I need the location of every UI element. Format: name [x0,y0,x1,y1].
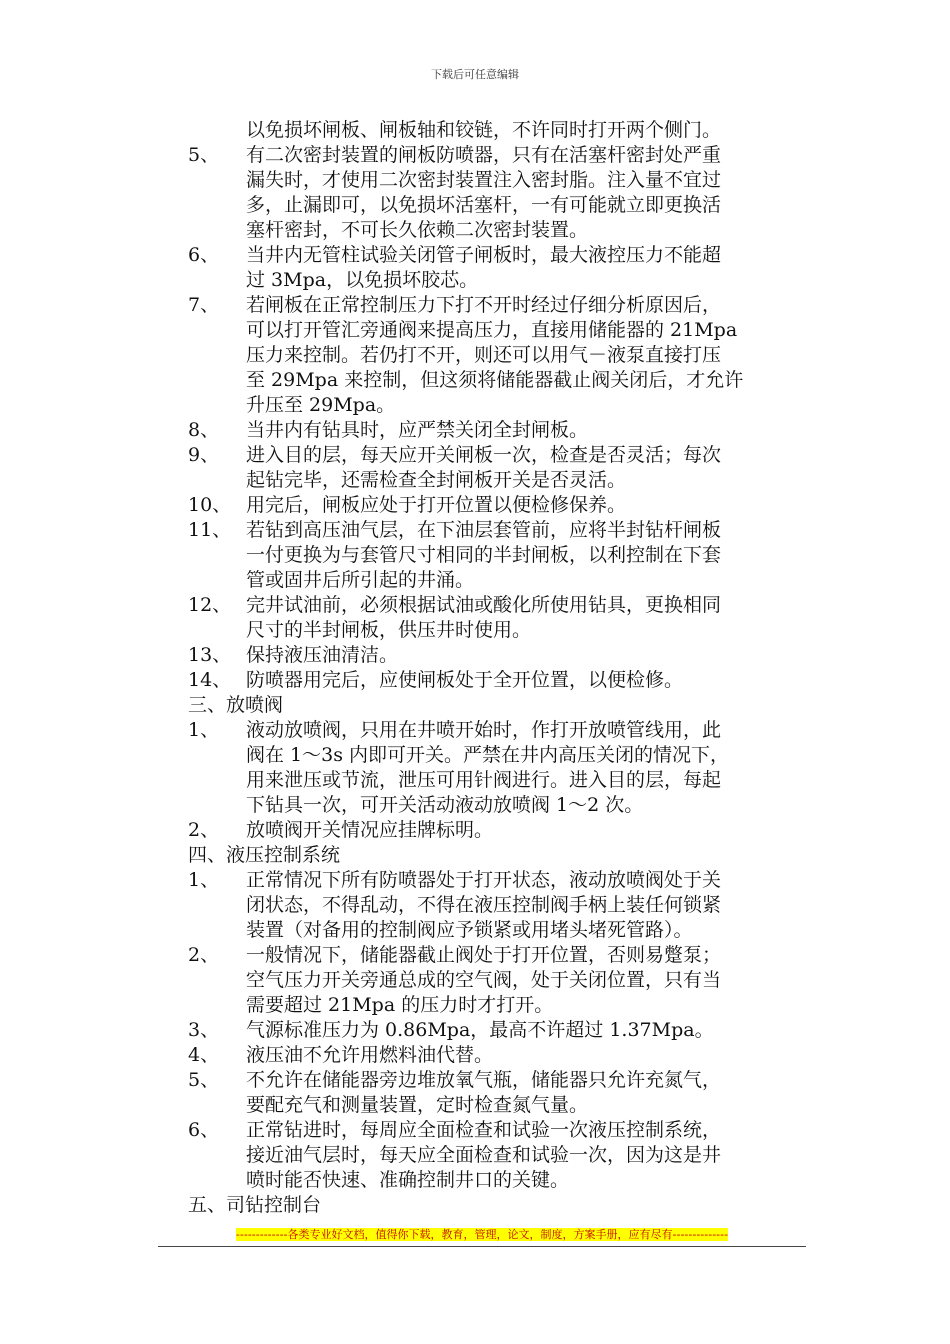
item-continuation: 多，止漏即可，以免损坏活塞杆，一有可能就立即更换活 [246,194,722,216]
item-text: 防喷器用完后，应使闸板处于全开位置，以便检修。 [246,669,684,691]
item-text: 完井试油前，必须根据试油或酸化所使用钻具，更换相同 [246,594,722,616]
list-item [188,718,808,743]
item-continuation: 塞杆密封，不可长久依赖二次密封装置。 [246,219,589,241]
section-heading [188,693,808,718]
section-title: 司钻控制台 [226,1194,322,1216]
item-continuation: 过 3Mpa，以免损坏胶芯。 [246,269,479,291]
item-text: 放喷阀开关情况应挂牌标明。 [246,819,494,841]
item-continuation: 起钻完毕，还需检查全封闸板开关是否灵活。 [246,469,627,491]
list-item [188,868,808,893]
list-item [188,818,808,843]
item-continuation: 接近油气层时，每天应全面检查和试验一次，因为这是井 [246,1144,722,1166]
item-continuation: 阀在 1～3s 内即可开关。严禁在井内高压关闭的情况下， [246,744,730,766]
item-number: 5、 [188,144,220,166]
item-number: 1、 [188,869,220,891]
item-number: 5、 [188,1069,220,1091]
list-item [188,143,808,168]
item-text: 一般情况下，储能器截止阀处于打开位置，否则易蹩泵； [246,944,722,966]
item-continuation: 喷时能否快速、准确控制井口的关键。 [246,1169,570,1191]
item-continuation: 要配充气和测量装置，定时检查氮气量。 [246,1094,589,1116]
item-text: 当井内有钻具时，应严禁关闭全封闸板。 [246,419,589,441]
section-heading [188,843,808,868]
item-text: 正常情况下所有防喷器处于打开状态，液动放喷阀处于关 [246,869,722,891]
item-text: 进入目的层，每天应开关闸板一次，检查是否灵活；每次 [246,444,722,466]
section-number: 五、 [188,1194,227,1216]
item-continuation: 漏失时，才使用二次密封装置注入密封脂。注入量不宜过 [246,169,722,191]
item-text: 不允许在储能器旁边堆放氧气瓶，储能器只允许充氮气， [246,1069,722,1091]
list-item [188,493,808,518]
item-number: 13、 [188,644,232,666]
item-continuation: 空气压力开关旁通总成的空气阀，处于关闭位置，只有当 [246,969,722,991]
item-number: 8、 [188,419,220,441]
item-continuation: 至 29Mpa 来控制，但这须将储能器截止阀关闭后，才允许 [246,369,744,391]
item-text: 液动放喷阀，只用在井喷开始时，作打开放喷管线用，此 [246,719,722,741]
list-item [188,1043,808,1068]
item-number: 2、 [188,944,220,966]
item-text: 若闸板在正常控制压力下打不开时经过仔细分析原因后， [246,294,722,316]
item-continuation: 装置（对备用的控制阀应予锁紧或用堵头堵死管路）。 [246,919,693,941]
item-text: 保持液压油清洁。 [246,644,399,666]
page-header: 下载后可任意编辑 [431,68,519,81]
item-number: 3、 [188,1019,220,1041]
item-text: 液压油不允许用燃料油代替。 [246,1044,494,1066]
item-number: 1、 [188,719,220,741]
list-item [188,1118,808,1143]
item-continuation: 管或固井后所引起的井涌。 [246,569,475,591]
item-text: 有二次密封装置的闸板防喷器，只有在活塞杆密封处严重 [246,144,722,166]
item-number: 14、 [188,669,232,691]
page-footer [158,1226,806,1247]
item-number: 4、 [188,1044,220,1066]
item-continuation: 需要超过 21Mpa 的压力时才打开。 [246,994,554,1016]
item-text: 正常钻进时，每周应全面检查和试验一次液压控制系统， [246,1119,722,1141]
item-number: 10、 [188,494,232,516]
item-text: 当井内无管柱试验关闭管子闸板时，最大液控压力不能超 [246,244,722,266]
item-continuation: 可以打开管汇旁通阀来提高压力，直接用储能器的 21Mpa [246,319,738,341]
list-item [188,643,808,668]
item-number: 6、 [188,1119,220,1141]
item-number: 2、 [188,819,220,841]
list-item [188,943,808,968]
list-item [188,443,808,468]
item-continuation: 闭状态，不得乱动，不得在液压控制阀手柄上装任何锁紧 [246,894,722,916]
list-item [188,1068,808,1093]
item-continuation: 下钻具一次，可开关活动液动放喷阀 1～2 次。 [246,794,644,816]
item-continuation: 以免损坏闸板、闸板轴和铰链，不许同时打开两个侧门。 [246,119,722,141]
item-number: 6、 [188,244,220,266]
item-continuation: 用来泄压或节流，泄压可用针阀进行。进入目的层，每起 [246,769,722,791]
item-text: 若钻到高压油气层，在下油层套管前，应将半封钻杆闸板 [246,519,722,541]
item-number: 12、 [188,594,232,616]
item-number: 9、 [188,444,220,466]
section-number: 三、 [188,694,227,716]
section-heading [188,1193,808,1218]
list-item [188,518,808,543]
section-title: 液压控制系统 [226,844,341,866]
item-continuation: 升压至 29Mpa。 [246,394,396,416]
item-continuation: 压力来控制。若仍打不开，则还可以用气－液泵直接打压 [246,344,722,366]
section-title: 放喷阀 [226,694,284,716]
list-item [188,418,808,443]
item-number: 11、 [188,519,232,541]
item-text: 气源标准压力为 0.86Mpa，最高不许超过 1.37Mpa。 [246,1019,714,1041]
list-item [188,668,808,693]
document-body [188,118,808,1218]
section-number: 四、 [188,844,227,866]
item-continuation: 一付更换为与套管尺寸相同的半封闸板，以利控制在下套 [246,544,722,566]
list-item [188,293,808,318]
footer-banner: -------------各类专业好文档，值得你下载，教育，管理，论文，制度，方案手册，应有尽有-------------- [235,1228,729,1241]
item-continuation: 尺寸的半封闸板，供压井时使用。 [246,619,532,641]
item-number: 7、 [188,294,220,316]
item-text: 用完后，闸板应处于打开位置以便检修保养。 [246,494,627,516]
list-item [188,243,808,268]
list-item [188,1018,808,1043]
list-item [188,593,808,618]
